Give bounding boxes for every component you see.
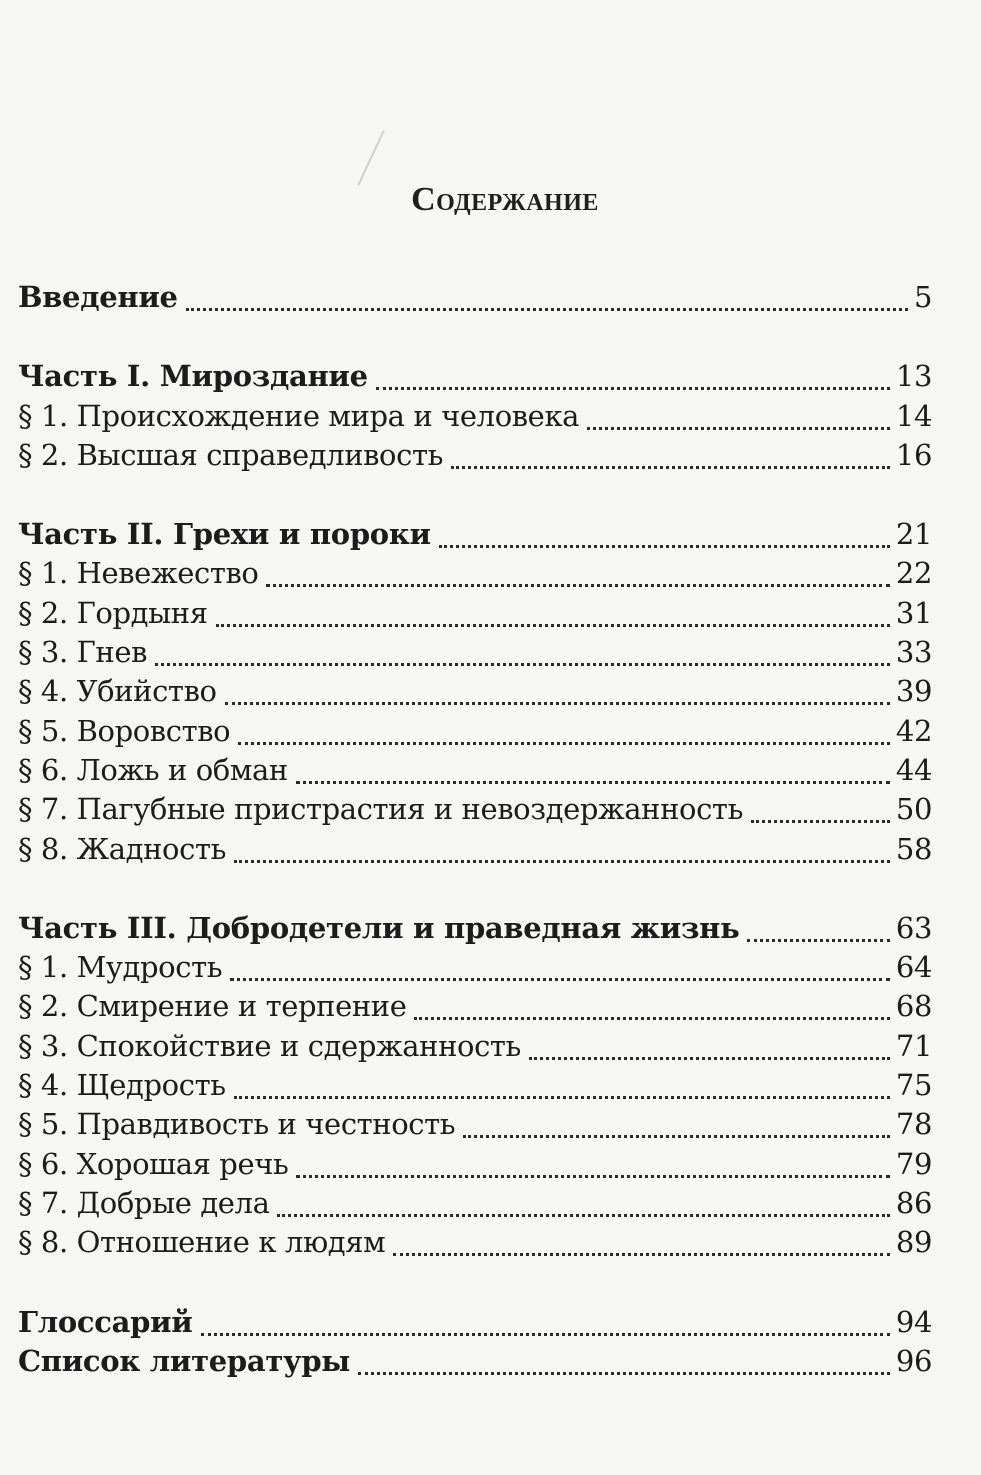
dot-leader bbox=[155, 662, 890, 666]
toc-entry-label: § 1. Происхождение мира и человека bbox=[18, 398, 580, 433]
toc-entry-page: 22 bbox=[895, 556, 932, 591]
toc-entry-section[interactable] bbox=[18, 1027, 932, 1066]
toc-entry-section[interactable] bbox=[18, 1223, 932, 1262]
dot-leader bbox=[393, 1252, 890, 1256]
toc-entry-page: 89 bbox=[895, 1225, 932, 1260]
table-of-contents bbox=[18, 278, 932, 1381]
toc-entry-label: Список литературы bbox=[18, 1343, 351, 1378]
dot-leader bbox=[463, 1134, 890, 1138]
toc-entry-page: 39 bbox=[895, 674, 932, 709]
toc-entry-section[interactable] bbox=[18, 948, 932, 987]
toc-entry-part-3[interactable] bbox=[18, 909, 932, 948]
dot-leader bbox=[266, 583, 889, 587]
toc-entry-label: Часть I. Мироздание bbox=[18, 359, 368, 394]
toc-entry-page: 94 bbox=[895, 1304, 932, 1339]
toc-entry-label: § 8. Жадность bbox=[18, 831, 226, 866]
dot-leader bbox=[414, 1016, 889, 1020]
toc-entry-section[interactable] bbox=[18, 1145, 932, 1184]
toc-entry-page: 96 bbox=[895, 1343, 932, 1378]
toc-entry-section[interactable] bbox=[18, 790, 932, 829]
dot-leader bbox=[529, 1056, 890, 1060]
toc-entry-page: 63 bbox=[895, 910, 932, 945]
toc-entry-section[interactable] bbox=[18, 554, 932, 593]
toc-entry-label: § 2. Высшая справедливость bbox=[18, 437, 443, 472]
toc-entry-page: 71 bbox=[895, 1028, 932, 1063]
toc-entry-page: 31 bbox=[895, 595, 932, 630]
toc-entry-label: § 2. Смирение и терпение bbox=[18, 989, 407, 1024]
toc-entry-section[interactable] bbox=[18, 987, 932, 1026]
toc-entry-introduction[interactable] bbox=[18, 278, 932, 317]
toc-entry-part-2[interactable] bbox=[18, 515, 932, 554]
toc-entry-page: 13 bbox=[895, 359, 932, 394]
toc-entry-page: 75 bbox=[895, 1068, 932, 1103]
toc-entry-label: § 8. Отношение к людям bbox=[18, 1225, 386, 1260]
dot-leader bbox=[230, 977, 890, 981]
toc-entry-section[interactable] bbox=[18, 751, 932, 790]
toc-entry-glossary[interactable] bbox=[18, 1303, 932, 1342]
toc-entry-section[interactable] bbox=[18, 436, 932, 475]
dot-leader bbox=[451, 465, 890, 469]
dot-leader bbox=[234, 859, 890, 863]
toc-entry-section[interactable] bbox=[18, 594, 932, 633]
dot-leader bbox=[358, 1371, 890, 1375]
dot-leader bbox=[225, 701, 890, 705]
toc-entry-label: § 7. Пагубные пристрастия и невоздержанность bbox=[18, 792, 743, 827]
toc-entry-section[interactable] bbox=[18, 1066, 932, 1105]
toc-entry-section[interactable] bbox=[18, 830, 932, 869]
toc-entry-section[interactable] bbox=[18, 712, 932, 751]
dot-leader bbox=[751, 819, 890, 823]
toc-entry-part-1[interactable] bbox=[18, 357, 932, 396]
toc-entry-label: § 5. Воровство bbox=[18, 713, 231, 748]
dot-leader bbox=[587, 426, 890, 430]
toc-entry-label: Глоссарий bbox=[18, 1304, 193, 1339]
toc-entry-page: 42 bbox=[895, 713, 932, 748]
toc-entry-label: § 1. Невежество bbox=[18, 556, 259, 591]
toc-entry-label: § 3. Спокойствие и сдержанность bbox=[18, 1028, 521, 1063]
toc-entry-page: 86 bbox=[895, 1185, 932, 1220]
toc-entry-page: 16 bbox=[895, 437, 932, 472]
dot-leader bbox=[376, 386, 890, 390]
toc-entry-label: § 1. Мудрость bbox=[18, 950, 223, 985]
toc-entry-label: Введение bbox=[18, 280, 178, 314]
toc-entry-label: Часть III. Добродетели и праведная жизнь bbox=[18, 910, 740, 945]
toc-entry-page: 64 bbox=[895, 950, 932, 985]
dot-leader bbox=[186, 307, 908, 311]
toc-entry-section[interactable] bbox=[18, 397, 932, 436]
toc-entry-label: Часть II. Грехи и пороки bbox=[18, 517, 431, 552]
dot-leader bbox=[439, 544, 890, 548]
toc-entry-section[interactable] bbox=[18, 672, 932, 711]
toc-entry-page: 68 bbox=[895, 989, 932, 1024]
dot-leader bbox=[296, 1174, 890, 1178]
dot-leader bbox=[234, 1095, 890, 1099]
toc-entry-page: 50 bbox=[895, 792, 932, 827]
toc-entry-page: 21 bbox=[895, 517, 932, 552]
toc-entry-page: 79 bbox=[895, 1146, 932, 1181]
toc-entry-section[interactable] bbox=[18, 633, 932, 672]
dot-leader bbox=[201, 1332, 890, 1336]
toc-entry-page: 44 bbox=[895, 752, 932, 787]
toc-entry-label: § 5. Правдивость и честность bbox=[18, 1107, 456, 1142]
toc-entry-label: § 4. Щедрость bbox=[18, 1068, 226, 1103]
dot-leader bbox=[747, 938, 889, 942]
toc-entry-label: § 2. Гордыня bbox=[18, 595, 208, 630]
toc-entry-section[interactable] bbox=[18, 1105, 932, 1144]
toc-entry-label: § 6. Ложь и обман bbox=[18, 752, 288, 787]
toc-entry-label: § 4. Убийство bbox=[18, 674, 217, 709]
toc-entry-label: § 3. Гнев bbox=[18, 635, 148, 670]
toc-entry-label: § 6. Хорошая речь bbox=[18, 1146, 289, 1181]
toc-entry-label: § 7. Добрые дела bbox=[18, 1185, 270, 1220]
dot-leader bbox=[296, 780, 890, 784]
dot-leader bbox=[238, 741, 890, 745]
toc-entry-bibliography[interactable] bbox=[18, 1342, 932, 1381]
toc-entry-page: 5 bbox=[913, 280, 932, 314]
dot-leader bbox=[216, 623, 890, 627]
toc-entry-page: 33 bbox=[895, 635, 932, 670]
toc-entry-page: 58 bbox=[895, 831, 932, 866]
dot-leader bbox=[277, 1213, 889, 1217]
toc-entry-page: 78 bbox=[895, 1107, 932, 1142]
page-smudge bbox=[357, 130, 384, 185]
toc-entry-section[interactable] bbox=[18, 1184, 932, 1223]
page-title: Содержание bbox=[411, 180, 599, 218]
toc-entry-page: 14 bbox=[895, 398, 932, 433]
